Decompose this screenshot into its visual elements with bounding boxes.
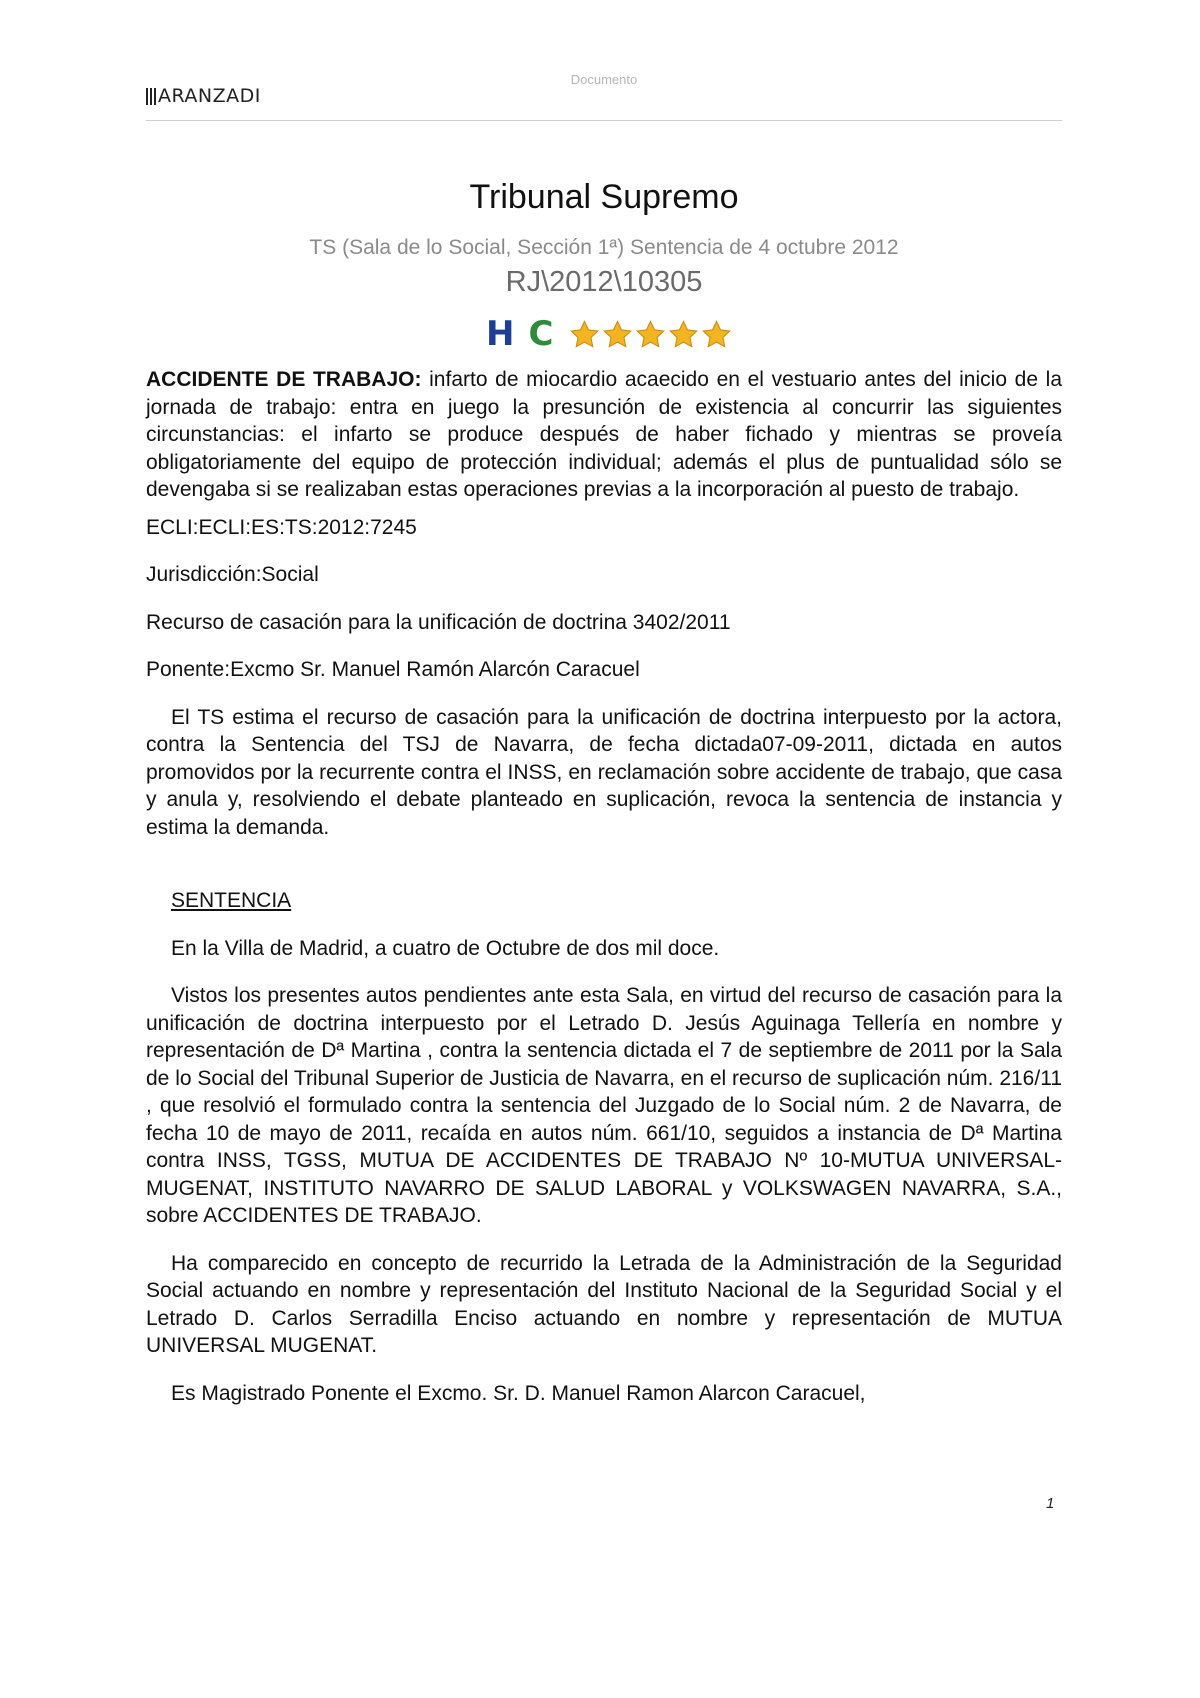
- recurso-line: Recurso de casación para la unificación de doctrina 3402/2011: [146, 610, 731, 634]
- sentencia-heading: SENTENCIA: [171, 889, 292, 912]
- ecli-line: [146, 514, 1062, 542]
- relevance-badges: [486, 314, 732, 354]
- reference-number: RJ\2012\10305: [505, 266, 703, 298]
- logo-text: ARANZADI: [158, 85, 261, 107]
- logo-bars-icon: [146, 88, 156, 105]
- summary-paragraph: [146, 366, 1062, 504]
- body-paragraph: Ha comparecido en concepto de recurrido la Letrada de la Administración de la Seguridad Social actuando en nombre y representación del Instituto Nacional de la Seguridad Social y el Letrado D. Carlos Serradilla Enciso actuando en nombre y representación de MUTUA UNIVERSAL MUGENAT.: [146, 1251, 1062, 1357]
- document-label: Documento: [570, 72, 638, 87]
- judgment-subtitle: TS (Sala de lo Social, Sección 1ª) Sentencia de 4 octubre 2012: [309, 236, 899, 259]
- star-icon: [701, 319, 732, 350]
- page-header: [146, 60, 1062, 121]
- rating-stars: [569, 319, 732, 350]
- abstract-paragraph: El TS estima el recurso de casación para la unificación de doctrina interpuesto por la actora, contra la Sentencia del TSJ de Navarra, de fecha dictada07-09-2011, dictada en autos promovidos por la recurrente contra el INSS, en reclamación sobre accidente de trabajo, que casa y anula y, resolviendo el debate planteado en suplicación, revoca la sentencia de instancia y estima la demanda.: [146, 705, 1062, 839]
- jurisdiccion-value: Social: [261, 563, 319, 586]
- star-icon: [569, 319, 600, 350]
- body-paragraph: En la Villa de Madrid, a cuatro de Octubre de dos mil doce.: [171, 936, 720, 960]
- star-icon: [602, 319, 633, 350]
- ecli-value: ECLI:ES:TS:2012:7245: [198, 515, 417, 539]
- body-paragraph: Es Magistrado Ponente el Excmo. Sr. D. Manuel Ramon Alarcon Caracuel,: [171, 1381, 866, 1405]
- page-number: 1: [1046, 1495, 1055, 1512]
- document-body: [146, 366, 1062, 1407]
- ponente-line: Ponente:Excmo Sr. Manuel Ramón Alarcón Caracuel: [146, 658, 640, 681]
- summary-heading: ACCIDENTE DE TRABAJO:: [146, 368, 422, 391]
- summary-text: infarto de miocardio acaecido en el vestuario antes del inicio de la jornada de trabajo: entra en juego la presunción de existencia al concurrir las siguientes circunstancias: el infarto se produce después de haber fichado y mientras se proveía obligatoriamente del equipo de protección individual; además el plus de puntualidad sólo se devengaba si se realizaban estas operaciones previas a la incorporación al puesto de trabajo.: [146, 368, 1063, 501]
- star-icon: [668, 319, 699, 350]
- ecli-label: ECLI:: [146, 515, 199, 539]
- h-badge-icon: H: [486, 314, 515, 354]
- court-title: Tribunal Supremo: [469, 178, 739, 216]
- jurisdiccion-label: Jurisdicción:: [146, 563, 262, 586]
- aranzadi-logo: [146, 86, 261, 106]
- jurisdiccion-line: [146, 561, 1062, 589]
- c-badge-icon: C: [528, 314, 554, 354]
- body-paragraph: Vistos los presentes autos pendientes ante esta Sala, en virtud del recurso de casación para la unificación de doctrina interpuesto por el Letrado D. Jesús Aguinaga Tellería en nombre y representación de Dª Martina , contra la sentencia dictada el 7 de septiembre de 2011 por la Sala de lo Social del Tribunal Superior de Justicia de Navarra, en el recurso de suplicación núm. 216/11 , que resolvió el formulado contra la sentencia del Juzgado de lo Social núm. 2 de Navarra, de fecha 10 de mayo de 2011, recaída en autos núm. 661/10, seguidos a instancia de Dª Martina contra INSS, TGSS, MUTUA DE ACCIDENTES DE TRABAJO Nº 10-MUTUA UNIVERSAL-MUGENAT, INSTITUTO NAVARRO DE SALUD LABORAL y VOLKSWAGEN NAVARRA, S.A., sobre ACCIDENTES DE TRABAJO.: [146, 984, 1062, 1227]
- star-icon: [635, 319, 666, 350]
